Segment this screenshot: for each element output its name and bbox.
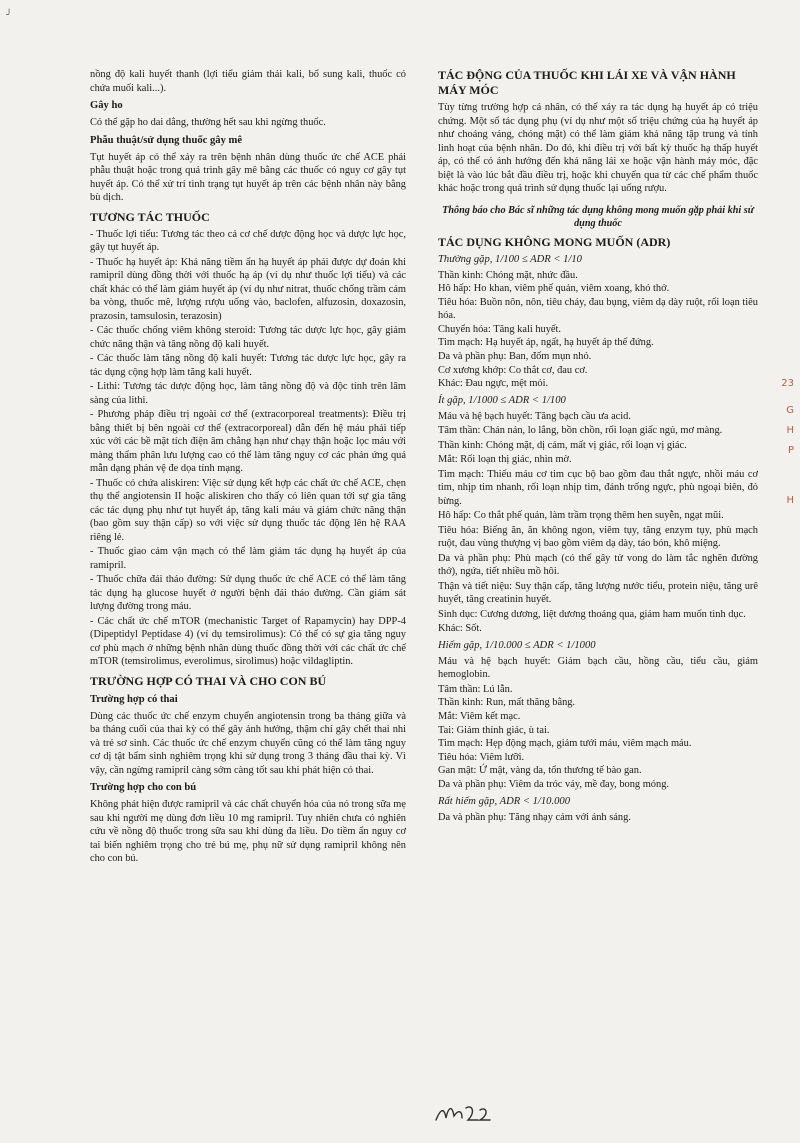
common-label: Thường gặp, 1/100 ≤ ADR < 1/10	[438, 253, 582, 265]
adr-item: Khác: Đau ngực, mệt mỏi.	[438, 378, 549, 390]
breastfeeding-title: Trường hợp cho con bú	[90, 782, 197, 793]
adr-item: Tiêu hóa: Viêm lưỡi.	[438, 751, 525, 763]
adr-item: Thận và tiết niệu: Suy thận cấp, tăng lượng nước tiểu, protein niệu, tăng urê huyết, tăng creatinin huyết.	[438, 580, 758, 606]
interaction-item: - Phương pháp điều trị ngoài cơ thể (extracorporeal treatments): Điều trị bằng thiết bị bên ngoài cơ thể (extracorporeal) dẫn đến hệ máu phải tiếp xúc với các bề mặt tích điện âm chẳng hạn như chạy thận hoặc lọc máu với màng thẩm phân lưu lượng cao có thể làm tăng nguy cơ các phản ứng quá mẫn dạng phản vệ đe dọa tính mạng.	[90, 409, 406, 474]
breastfeeding-text: Không phát hiện được ramipril và các chất chuyển hóa của nó trong sữa mẹ sau khi người mẹ dùng đơn liều 10 mg ramipril. Tuy nhiên chưa có nghiên cứu về nồng độ thuốc trong sữa sau khi dùng đa liều. Do tiềm ẩn nguy cơ tai biến nghiêm trọng cho trẻ bú mẹ, phụ nữ sử dụng ramipril không nên cho con bú.	[90, 799, 406, 864]
pregnant-text: Dùng các thuốc ức chế enzym chuyển angiotensin trong ba tháng giữa và ba tháng cuối của thai kỳ có thể gây ảnh hưởng, thậm chí gây chết thai nhi và trẻ sơ sinh. Các thuốc ức chế enzym chuyển cũng có thể làm tăng nguy cơ dị tật bẩm sinh nghiêm trọng khi sử dụng trong 3 tháng đầu thai kỳ. Vì vậy, cần ngừng ramipril càng sớm càng tốt sau khi phát hiện có thai.	[90, 710, 406, 776]
uncommon-label: Ít gặp, 1/1000 ≤ ADR < 1/100	[438, 394, 566, 406]
interaction-item: - Thuốc có chứa aliskiren: Việc sử dụng kết hợp các chất ức chế ACE, chẹn thụ thể angiotensin II hoặc aliskiren cho thấy có liên quan tới sự gia tăng các tác dụng phụ như tụt huyết áp, tăng kali máu và giảm chức năng thận (bao gồm suy thận cấp) so với việc sử dụng thuốc tác động lên hệ RAA riêng lẻ.	[90, 477, 406, 543]
adr-item: Mắt: Rối loạn thị giác, nhìn mờ.	[438, 454, 572, 466]
adr-item: Tâm thần: Lú lẫn.	[438, 683, 513, 695]
adr-item: Da và phần phụ: Phù mạch (có thể gây tử vong do làm tắc nghẽn đường thở), ngứa, tiết nhiều mồ hôi.	[438, 552, 758, 578]
right-column	[438, 68, 758, 824]
adr-item: Thần kinh: Chóng mặt, nhức đầu.	[438, 269, 578, 281]
margin-stamp-letter: G	[786, 405, 794, 416]
driving-text: Tùy từng trường hợp cá nhân, có thể xảy ra tác dụng hạ huyết áp có triệu chứng. Một số tác dụng phụ (ví dụ như một số triệu chứng của hạ huyết áp như choáng váng, chóng mặt) có thể làm giảm khả năng tập trung và tính linh hoạt của bệnh nhân. Do đó, khi điều trị với bất kỳ thuốc hạ thấp huyết áp, có thể có ảnh hưởng đến khả năng lái xe hoặc vận hành máy móc, đặc biệt là vào lúc bắt đầu điều trị, hoặc khi chuyển qua từ các chế phẩm thuốc khác hoặc trong quá trình sử dụng thuốc lại uống rượu.	[438, 102, 758, 194]
left-column	[90, 68, 406, 867]
adr-item: Tim mạch: Thiếu máu cơ tim cục bộ bao gồm đau thắt ngực, nhồi máu cơ tim, nhịp tim nhanh, rối loạn nhịp tim, đánh trống ngực, phù ngoại biên, đỏ bừng.	[438, 468, 758, 507]
adr-item: Tiêu hóa: Biếng ăn, ăn không ngon, viêm tụy, tăng enzym tụy, phù mạch ruột, đau vùng thượng vị bao gồm viêm dạ dày, táo bón, khô miệng.	[438, 524, 758, 550]
interaction-item: - Thuốc chữa đái tháo đường: Sử dụng thuốc ức chế ACE có thể làm tăng tác dụng hạ glucose huyết ở người bệnh đái tháo đường. Cần giám sát lượng đường trong máu.	[90, 574, 406, 612]
interaction-item: - Các thuốc làm tăng nồng độ kali huyết: Tương tác dược lực học, gây ra tác dụng cộng hợp làm tăng kali huyết.	[90, 353, 406, 378]
adr-item: Chuyển hóa: Tăng kali huyết.	[438, 323, 562, 335]
adr-item: Máu và hệ bạch huyết: Tăng bạch cầu ưa acid.	[438, 410, 631, 422]
adr-item: Da và phần phụ: Ban, đốm mụn nhỏ.	[438, 351, 592, 363]
adr-item: Da và phần phụ: Viêm da tróc vảy, mề đay, bong móng.	[438, 779, 669, 790]
adr-item: Cơ xương khớp: Co thắt cơ, đau cơ.	[438, 364, 588, 376]
pregnancy-section-title: TRƯỜNG HỢP CÓ THAI VÀ CHO CON BÚ	[90, 673, 327, 688]
interaction-item: - Thuốc hạ huyết áp: Khả năng tiềm ẩn hạ huyết áp phải được dự đoán khi ramipril dùng đồng thời với thuốc hạ áp (ví dụ như thuốc lợi tiểu) và các chất khác có thể làm giảm huyết áp (ví dụ như nitrat, thuốc chống trầm cảm ba vòng, thuốc mê, lượng rượu uống vào, baclofen, alfuzosin, doxazosin, prazosin, tamsulosin, terazosin)	[90, 256, 406, 322]
cough-text: Có thể gặp ho dai dẳng, thường hết sau khi ngừng thuốc.	[90, 117, 326, 128]
adr-item: Tim mạch: Hẹp động mạch, giảm tưới máu, viêm mạch máu.	[438, 738, 692, 750]
handwritten-signature	[432, 1090, 492, 1130]
cough-title: Gây ho	[90, 100, 123, 111]
adr-item: Hô hấp: Ho khan, viêm phế quản, viêm xoang, khó thở.	[438, 283, 670, 295]
surgery-title: Phẫu thuật/sử dụng thuốc gây mê	[90, 134, 243, 146]
interaction-item: - Thuốc giao cảm vận mạch có thể làm giảm tác dụng hạ huyết áp của ramipril.	[90, 546, 406, 571]
adr-item: Sinh dục: Cương dương, liệt dương thoáng qua, giảm ham muốn tình dục.	[438, 608, 746, 620]
adr-item: Tim mạch: Hạ huyết áp, ngất, hạ huyết áp thế đứng.	[438, 337, 654, 349]
interactions-title: TƯƠNG TÁC THUỐC	[90, 209, 210, 224]
surgery-text: Tụt huyết áp có thể xảy ra trên bệnh nhân dùng thuốc ức chế ACE phải phẫu thuật hoặc trong quá trình gây mê bằng các thuốc có nguy cơ gây tụt huyết áp. Có thể xử trí tình trạng tụt huyết áp trên các bệnh nhân này bằng bù dịch.	[90, 151, 406, 203]
adr-item: Hô hấp: Co thắt phế quản, làm trầm trọng thêm hen suyễn, ngạt mũi.	[438, 510, 724, 522]
adr-notice: Thông báo cho Bác sĩ những tác dụng không mong muốn gặp phải khi sử dụng thuốc	[442, 204, 754, 229]
adr-item: Máu và hệ bạch huyết: Giảm bạch cầu, hồng cầu, tiểu cầu, giảm hemoglobin.	[438, 655, 758, 681]
adr-item: Tâm thần: Chán nản, lo lắng, bồn chồn, rối loạn giấc ngủ, mơ màng.	[438, 425, 723, 437]
margin-stamp-letter: H	[786, 425, 794, 436]
scan-mark: ╯	[6, 10, 13, 21]
adr-item: Thần kinh: Chóng mặt, dị cảm, mất vị giác, rối loạn vị giác.	[438, 439, 687, 451]
adr-item: Gan mật: Ứ mật, vàng da, tổn thương tế bào gan.	[438, 765, 642, 777]
rare-label: Hiếm gặp, 1/10.000 ≤ ADR < 1/1000	[438, 639, 596, 651]
margin-stamp-letter: H	[786, 495, 794, 506]
pregnant-title: Trường hợp có thai	[90, 693, 178, 705]
adr-item: Thần kinh: Run, mất thăng bằng.	[438, 697, 576, 709]
adr-item: Khác: Sốt.	[438, 623, 482, 635]
adr-item: Da và phần phụ: Tăng nhạy cảm với ánh sáng.	[438, 811, 631, 823]
margin-stamp-number: 23	[781, 378, 794, 389]
driving-title: TÁC ĐỘNG CỦA THUỐC KHI LÁI XE VÀ VẬN HÀNH MÁY MÓC	[438, 68, 736, 97]
interaction-item: - Các chất ức chế mTOR (mechanistic Target of Rapamycin) hay DPP-4 (Dipeptidyl Peptidase 4) (ví dụ temsirolimus): Có thể có sự gia tăng nguy cơ phù mạch ở những bệnh nhân dùng thuốc đồng thời với các chất ức chế mTOR (temsirolimus, everolimus, sirolimus) hoặc vildagliptin.	[90, 615, 406, 667]
adr-item: Tiêu hóa: Buồn nôn, nôn, tiêu chảy, đau bụng, viêm dạ dày ruột, rối loạn tiêu hóa.	[438, 296, 758, 322]
adr-item: Mắt: Viêm kết mạc.	[438, 711, 521, 723]
adr-item: Tai: Giảm thính giác, ù tai.	[438, 724, 550, 736]
very-rare-label: Rất hiếm gặp, ADR < 1/10.000	[438, 795, 571, 807]
interaction-item: - Các thuốc chống viêm không steroid: Tương tác dược lực học, gây giảm chức năng thận và tăng nồng độ kali huyết.	[90, 325, 406, 350]
interaction-item: - Thuốc lợi tiểu: Tương tác theo cả cơ chế dược động học và dược lực học, gây tụt huyết áp.	[90, 228, 406, 253]
intro-text: nồng độ kali huyết thanh (lợi tiểu giảm thải kali, bổ sung kali, thuốc có chứa muối kali...).	[90, 69, 406, 94]
adr-title: TÁC DỤNG KHÔNG MONG MUỐN (ADR)	[438, 234, 671, 249]
margin-stamp-letter: P	[787, 445, 794, 456]
interaction-item: - Lithi: Tương tác dược động học, làm tăng nồng độ và độc tính trên lâm sàng của lithi.	[90, 381, 406, 406]
